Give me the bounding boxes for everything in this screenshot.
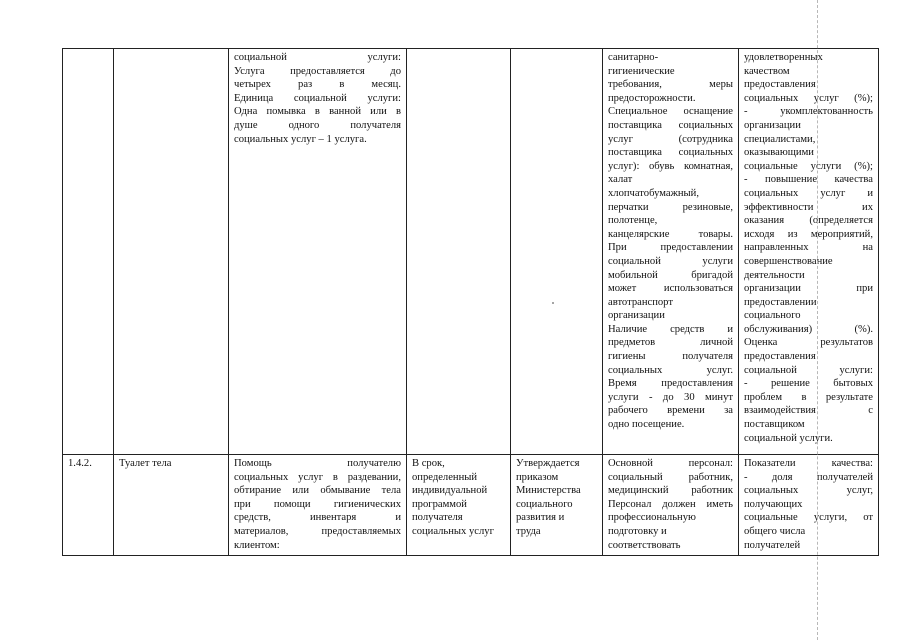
cell-service-name <box>114 49 229 455</box>
text-line: социального <box>516 498 573 510</box>
text-line: медицинский работник <box>608 485 733 497</box>
text-line: поставщика социальных <box>608 147 733 159</box>
text-line: услуг): обувь комнатная, <box>608 160 733 172</box>
text-line: организации <box>744 119 801 131</box>
table-row <box>63 455 879 556</box>
cell-deadline <box>407 455 511 556</box>
text-line: Специальное оснащение <box>608 106 733 118</box>
cell-quality-indicators <box>739 49 879 455</box>
text-line: качеством <box>744 65 790 77</box>
cell-service-name <box>114 455 229 556</box>
text-line: социальной услуги: <box>234 52 401 63</box>
text-line: услуг (сотрудника <box>608 133 733 145</box>
text-line: деятельности <box>744 269 805 281</box>
text-line: предоставлении <box>744 296 817 308</box>
text-line: программой <box>412 498 467 510</box>
text-line: Персонал должен иметь <box>608 498 733 510</box>
text-line: Помощь получателю <box>234 458 401 469</box>
text-line: Показатели качества: <box>744 458 873 469</box>
text-line: - решение бытовых <box>744 378 873 390</box>
text-line: поставщика социальных <box>608 119 733 131</box>
text-line: услуги - до 30 минут <box>608 391 733 403</box>
text-line: организации <box>608 310 665 322</box>
text-line: труда <box>516 525 541 537</box>
text-line: социальных услуг <box>412 525 494 537</box>
text-line: получателей <box>744 539 801 551</box>
text-line: соответствовать <box>608 539 681 551</box>
cell-description <box>229 455 407 556</box>
text-line: взаимодействия с <box>744 405 873 417</box>
text-line: поставщиком <box>744 419 805 431</box>
text-line: автотранспорт <box>608 296 673 308</box>
text-line: предоставления <box>744 79 816 91</box>
text-line: приказом <box>516 471 559 483</box>
cell-text: 1.4.2. <box>68 458 92 469</box>
cell-conditions <box>603 49 739 455</box>
text-line: хлопчатобумажный, <box>608 187 699 199</box>
text-line: Одна помывка в ванной или в <box>234 106 401 118</box>
text-line: эффективности их <box>744 201 873 213</box>
text-line: социальные услуги, от <box>744 512 873 524</box>
cell-text: Туалет тела <box>119 458 172 469</box>
text-line: оказывающими <box>744 147 814 159</box>
text-line: - повышение качества <box>744 174 873 186</box>
text-line: социальных услуг, <box>744 485 873 497</box>
text-line: При предоставлении <box>608 242 733 254</box>
text-line: канцелярские товары. <box>608 228 733 240</box>
text-line: социальной услуги. <box>744 432 833 444</box>
text-line: профессиональную <box>608 512 696 524</box>
text-line: исходя из мероприятий, <box>744 228 873 240</box>
text-line: развития и <box>516 512 565 524</box>
text-line: Основной персонал: <box>608 458 733 469</box>
text-line: получающих <box>744 498 803 510</box>
text-line: полотенце, <box>608 215 658 227</box>
text-line: одно посещение. <box>608 419 685 431</box>
text-line: подготовку и <box>608 525 667 537</box>
text-line: душе одного получателя <box>234 119 401 131</box>
text-line: четырех раз в месяц. <box>234 79 401 91</box>
text-line: Услуга предоставляется до <box>234 65 401 77</box>
text-line: - укомплектованность <box>744 106 873 118</box>
text-line: обтирание или обмывание тела <box>234 485 401 497</box>
text-line: предосторожности. <box>608 92 696 104</box>
cell-number <box>63 455 114 556</box>
text-line: совершенствование <box>744 255 833 267</box>
scan-fold-line <box>817 0 818 640</box>
scan-speck <box>552 302 554 304</box>
text-line: Министерства <box>516 485 581 497</box>
cell-conditions <box>603 455 739 556</box>
text-line: - доля получателей <box>744 471 873 483</box>
text-line: социальных услуг. <box>608 364 733 376</box>
text-line: общего числа <box>744 525 806 537</box>
text-line: социальных услуг и <box>744 187 873 199</box>
text-line: оказания (определяется <box>744 215 873 227</box>
text-line: Утверждается <box>516 458 580 469</box>
text-line: Время предоставления <box>608 378 733 390</box>
text-line: гигиенические <box>608 65 675 77</box>
text-line: требования, меры <box>608 79 733 91</box>
text-line: удовлетворенных <box>744 52 823 63</box>
text-line: организации при <box>744 283 873 295</box>
text-line: Единица социальной услуги: <box>234 92 401 104</box>
table-row <box>63 49 879 455</box>
cell-cost <box>511 455 603 556</box>
text-line: может использоваться <box>608 283 733 295</box>
text-line: направленных на <box>744 242 873 254</box>
text-line: гигиены получателя <box>608 351 733 363</box>
text-line: перчатки резиновые, <box>608 201 733 213</box>
text-line: Наличие средств и <box>608 323 733 335</box>
text-line: В срок, <box>412 458 445 469</box>
text-line: проблем в результате <box>744 391 873 403</box>
text-line: рабочего времени за <box>608 405 733 417</box>
text-line: социальных услуг в раздевании, <box>234 471 401 483</box>
text-line: социальной услуги: <box>744 364 873 376</box>
text-line: специалистами, <box>744 133 816 145</box>
services-table <box>62 48 879 556</box>
text-line: социальной услуги <box>608 255 733 267</box>
text-line: санитарно- <box>608 52 659 63</box>
text-line: социальных услуг (%); <box>744 92 873 104</box>
text-line: социальные услуги (%); <box>744 160 873 172</box>
text-line: мобильной бригадой <box>608 269 733 281</box>
text-line: Оценка результатов <box>744 337 873 349</box>
text-line: халат <box>608 174 633 186</box>
text-line: индивидуальной <box>412 485 488 497</box>
text-line: обслуживания) (%). <box>744 323 873 335</box>
text-line: клиентом: <box>234 539 280 551</box>
text-line: материалов, предоставляемых <box>234 525 401 537</box>
text-line: предоставления <box>744 351 816 363</box>
text-line: получателя <box>412 512 463 524</box>
text-line: при помощи гигиенических <box>234 498 401 510</box>
text-line: предметов личной <box>608 337 733 349</box>
cell-quality-indicators <box>739 455 879 556</box>
cell-description <box>229 49 407 455</box>
text-line: средств, инвентаря и <box>234 512 401 524</box>
text-line: социального <box>744 310 801 322</box>
cell-number <box>63 49 114 455</box>
text-line: социальных услуг – 1 услуга. <box>234 133 367 145</box>
text-line: социальный работник, <box>608 471 733 483</box>
text-line: определенный <box>412 471 478 483</box>
cell-cost <box>511 49 603 455</box>
cell-deadline <box>407 49 511 455</box>
